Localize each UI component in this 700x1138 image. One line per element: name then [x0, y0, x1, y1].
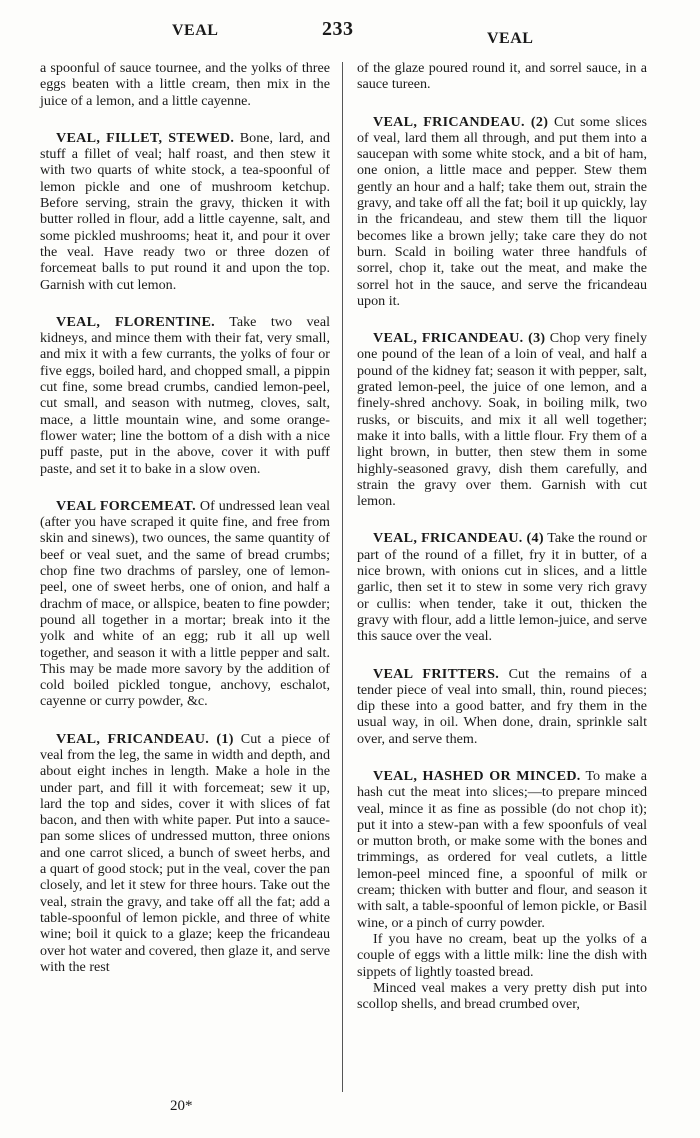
recipe-body: Of undressed lean veal (after you have scraped it quite fine, and free from skin and sinews), two ounces, the same quantity of beef or veal suet, and the same of bread crumbs; chop fine two drachms of parsley, one of lemon-peel, one of sweet herbs, one of onion, and half a drachm of mace, or allspice, beaten to fine powder; pound all together in a mortar; break into it the yolk and white of an egg; rub it all up well together, and season it with a little pepper and salt. This may be made more savory by the addition of cold boiled pickled tongue, anchovy, eschalot, cayenne or curry powder, &c. — [40, 497, 330, 710]
recipe-title: VEAL FRITTERS. — [373, 665, 500, 682]
recipe-title: VEAL FORCEMEAT. — [56, 497, 196, 514]
recipe-title: VEAL, FRICANDEAU. (4) — [373, 530, 544, 547]
recipe-paragraph: If you have no cream, beat up the yolks of a couple of eggs with a little milk: line the dish with sippets of lightly toasted bread. — [357, 930, 647, 980]
recipe-title: VEAL, FRICANDEAU. (1) — [56, 730, 234, 747]
recipe-title: VEAL, FRICANDEAU. (2) — [373, 113, 549, 130]
signature-mark: 20* — [170, 1098, 193, 1114]
recipe-title: VEAL, HASHED OR MINCED. — [373, 767, 581, 784]
recipe-title: VEAL, FLORENTINE. — [56, 313, 215, 330]
right-column — [357, 60, 647, 1110]
recipe-paragraph: Minced veal makes a very pretty dish put into scollop shells, and bread crumbed over, — [357, 979, 647, 1013]
recipe-body: Cut a piece of veal from the leg, the same in width and depth, and about eight inches in length. Make a hole in the under part, and fill it with forcemeat; sew it up, lard the top and sides, cover it with slices of fat bacon, and then with white paper. Put into a sauce-pan some slices of undressed mutton, three onions and one carrot sliced, a bunch of sweet herbs, and a quart of good stock; put in the veal, cover the pan closely, and let it stew for three hours. Take out the veal, strain the gravy, and take off all the fat; add a table-spoonful of lemon pickle, and three of white wine; boil it quick to a glaze; keep the fricandeau over hot water and covered, then glaze it, and serve with the rest — [40, 730, 330, 975]
recipe-body: Take two veal kidneys, and mince them with their fat, very small, and mix it with a few currants, the yolks of four or five eggs, boiled hard, and chopped small, a pippin cut fine, some bread crumbs, candied lemon-peel, cut small, and season with nutmeg, cloves, salt, mace, a little mountain wine, and some orange-flower water; line the bottom of a dish with a nice puff paste, put in the above, cover it with puff paste, and set it to bake in a slow oven. — [40, 313, 330, 477]
recipe-title: VEAL, FRICANDEAU. (3) — [373, 330, 546, 347]
recipe-body: of the glaze poured round it, and sorrel sauce, in a sauce tureen. — [357, 60, 647, 93]
recipe-veal-fillet-stewed — [40, 130, 330, 293]
recipe-veal-fricandeau-3 — [357, 330, 647, 509]
recipe-body: Cut the remains of a tender piece of veal into small, thin, round pieces; dip these into a good batter, and fry them in the usual way, in oil. When done, drain, sprinkle salt over, and serve them. — [357, 665, 647, 747]
recipe-veal-fricandeau-2 — [357, 114, 647, 310]
recipe-continuation — [40, 60, 330, 109]
recipe-body: Take the round or part of the round of a fillet, fry it in butter, of a nice brown, with onions cut in slices, and a little garlic, then set it to stew in some very rich gravy or cullis: when tender, take it out, thicken the gravy with flour, add a little lemon-juice, and serve this sauce over the veal. — [357, 530, 647, 645]
recipe-continuation — [357, 60, 647, 93]
recipe-veal-forcemeat — [40, 498, 330, 710]
recipe-body: a spoonful of sauce tournee, and the yolks of three eggs beaten with a little cream, then mix in the juice of a lemon, and a little cayenne. — [40, 60, 330, 109]
recipe-veal-florentine — [40, 314, 330, 477]
recipe-title: VEAL, FILLET, STEWED. — [56, 129, 235, 146]
running-head-left: VEAL — [172, 22, 219, 39]
running-head-right: VEAL — [487, 30, 534, 47]
recipe-veal-hashed-or-minced — [357, 768, 647, 1012]
recipe-veal-fricandeau-4 — [357, 530, 647, 644]
left-column — [40, 60, 330, 1110]
recipe-veal-fritters — [357, 666, 647, 747]
column-divider — [342, 62, 343, 1092]
recipe-body: Cut some slices of veal, lard them all through, and put them into a saucepan with some white stock, and a bit of ham, one onion, a little mace and pepper. Stew them gently an hour and a half; take them out, strain the gravy, and take off all the fat; boil it up quickly, lay in the fricandeau, and stew them till the liquor becomes like a brown jelly; take care they do not burn. Scald in boiling water three handfuls of sorrel, chop it, take out the meat, and make the sorrel hot in the sauce, and serve the fricandeau upon it. — [357, 113, 647, 309]
page-number: 233 — [322, 18, 354, 40]
recipe-veal-fricandeau-1 — [40, 731, 330, 975]
recipe-body: Chop very finely one pound of the lean of a loin of veal, and half a pound of the kidney fat; season it with pepper, salt, grated lemon-peel, the juice of one lemon, and a finely-shred anchovy. Soak, in boiling milk, two rusks, or biscuits, and mix it all well together; make it into balls, with a little flour. Fry them of a light brown, in butter, then stew them in some highly-seasoned gravy, dish them carefully, and strain the gravy over them. Garnish with cut lemon. — [357, 330, 647, 510]
recipe-body: To make a hash cut the meat into slices;—to prepare minced veal, mince it as fine as possible (do not chop it); put it into a stew-pan with a few spoonfuls of veal or mutton broth, or make some with the bones and trimmings, as ordered for veal cutlets, a little lemon-peel minced fine, a spoonful of milk or cream; thicken with butter and flour, and season it with salt, a table-spoonful of lemon pickle, or Basil wine, or a pinch of curry powder. — [357, 767, 647, 931]
recipe-body: Bone, lard, and stuff a fillet of veal; half roast, and then stew it with two quarts of white stock, a tea-spoonful of lemon pickle and one of mushroom ketchup. Before serving, strain the gravy, thicken it with butter rolled in flour, add a little cayenne, salt, and some pickled mushrooms; heat it, and pour it over the veal. Have ready two or three dozen of forcemeat balls to put round it and upon the top. Garnish with cut lemon. — [40, 129, 330, 293]
